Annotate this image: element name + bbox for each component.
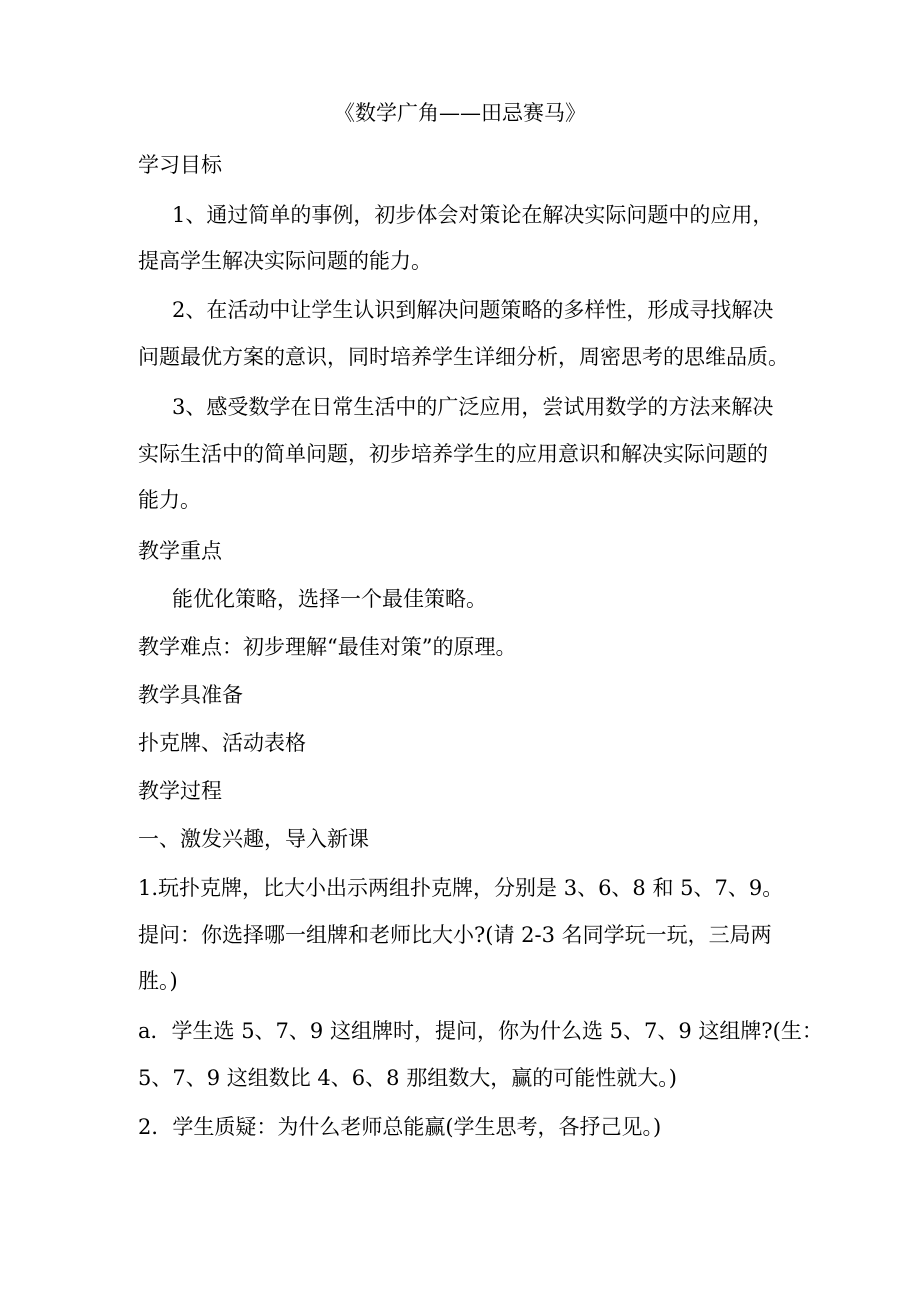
- heading-objectives: 学习目标: [138, 153, 222, 177]
- heading-materials: 教学具准备: [138, 683, 243, 707]
- objective-1-line-2: 提高学生解决实际问题的能力。: [138, 249, 432, 273]
- document-title: 《数学广角——田忌赛马》: [334, 101, 586, 125]
- difficulty-line: 教学难点：初步理解“最佳对策”的原理。: [138, 635, 517, 659]
- step-1-heading: 一、激发兴趣，导入新课: [138, 827, 369, 851]
- materials-text: 扑克牌、活动表格: [138, 731, 306, 755]
- objective-2-line-2: 问题最优方案的意识，同时培养学生详细分析，周密思考的思维品质。: [138, 345, 789, 369]
- step-1-item-1-line-3: 胜。): [138, 969, 178, 993]
- objective-2-line-1: 2、在活动中让学生认识到解决问题策略的多样性，形成寻找解决: [172, 298, 774, 322]
- objective-3-line-3: 能力。: [138, 488, 201, 512]
- step-1-item-a-line-1: a．学生选 5、7、9 这组牌时，提问，你为什么选 5、7、9 这组牌?(生：: [138, 1019, 823, 1043]
- objective-1-line-1: 1、通过简单的事例，初步体会对策论在解决实际问题中的应用，: [172, 203, 774, 227]
- step-1-item-a-line-2: 5、7、9 这组数比 4、6、8 那组数大，赢的可能性就大。): [138, 1066, 677, 1090]
- heading-process: 教学过程: [138, 779, 222, 803]
- step-1-item-1-line-1: 1.玩扑克牌，比大小出示两组扑克牌，分别是 3、6、8 和 5、7、9。: [138, 876, 784, 900]
- step-1-item-2-line-1: 2．学生质疑：为什么老师总能赢(学生思考，各抒己见。): [138, 1115, 662, 1139]
- objective-3-line-2: 实际生活中的简单问题，初步培养学生的应用意识和解决实际问题的: [138, 442, 768, 466]
- step-1-item-1-line-2: 提问：你选择哪一组牌和老师比大小?(请 2-3 名同学玩一玩，三局两: [138, 923, 772, 947]
- key-point-text: 能优化策略，选择一个最佳策略。: [172, 587, 487, 611]
- objective-3-line-1: 3、感受数学在日常生活中的广泛应用，尝试用数学的方法来解决: [172, 395, 774, 419]
- heading-key-point: 教学重点: [138, 539, 222, 563]
